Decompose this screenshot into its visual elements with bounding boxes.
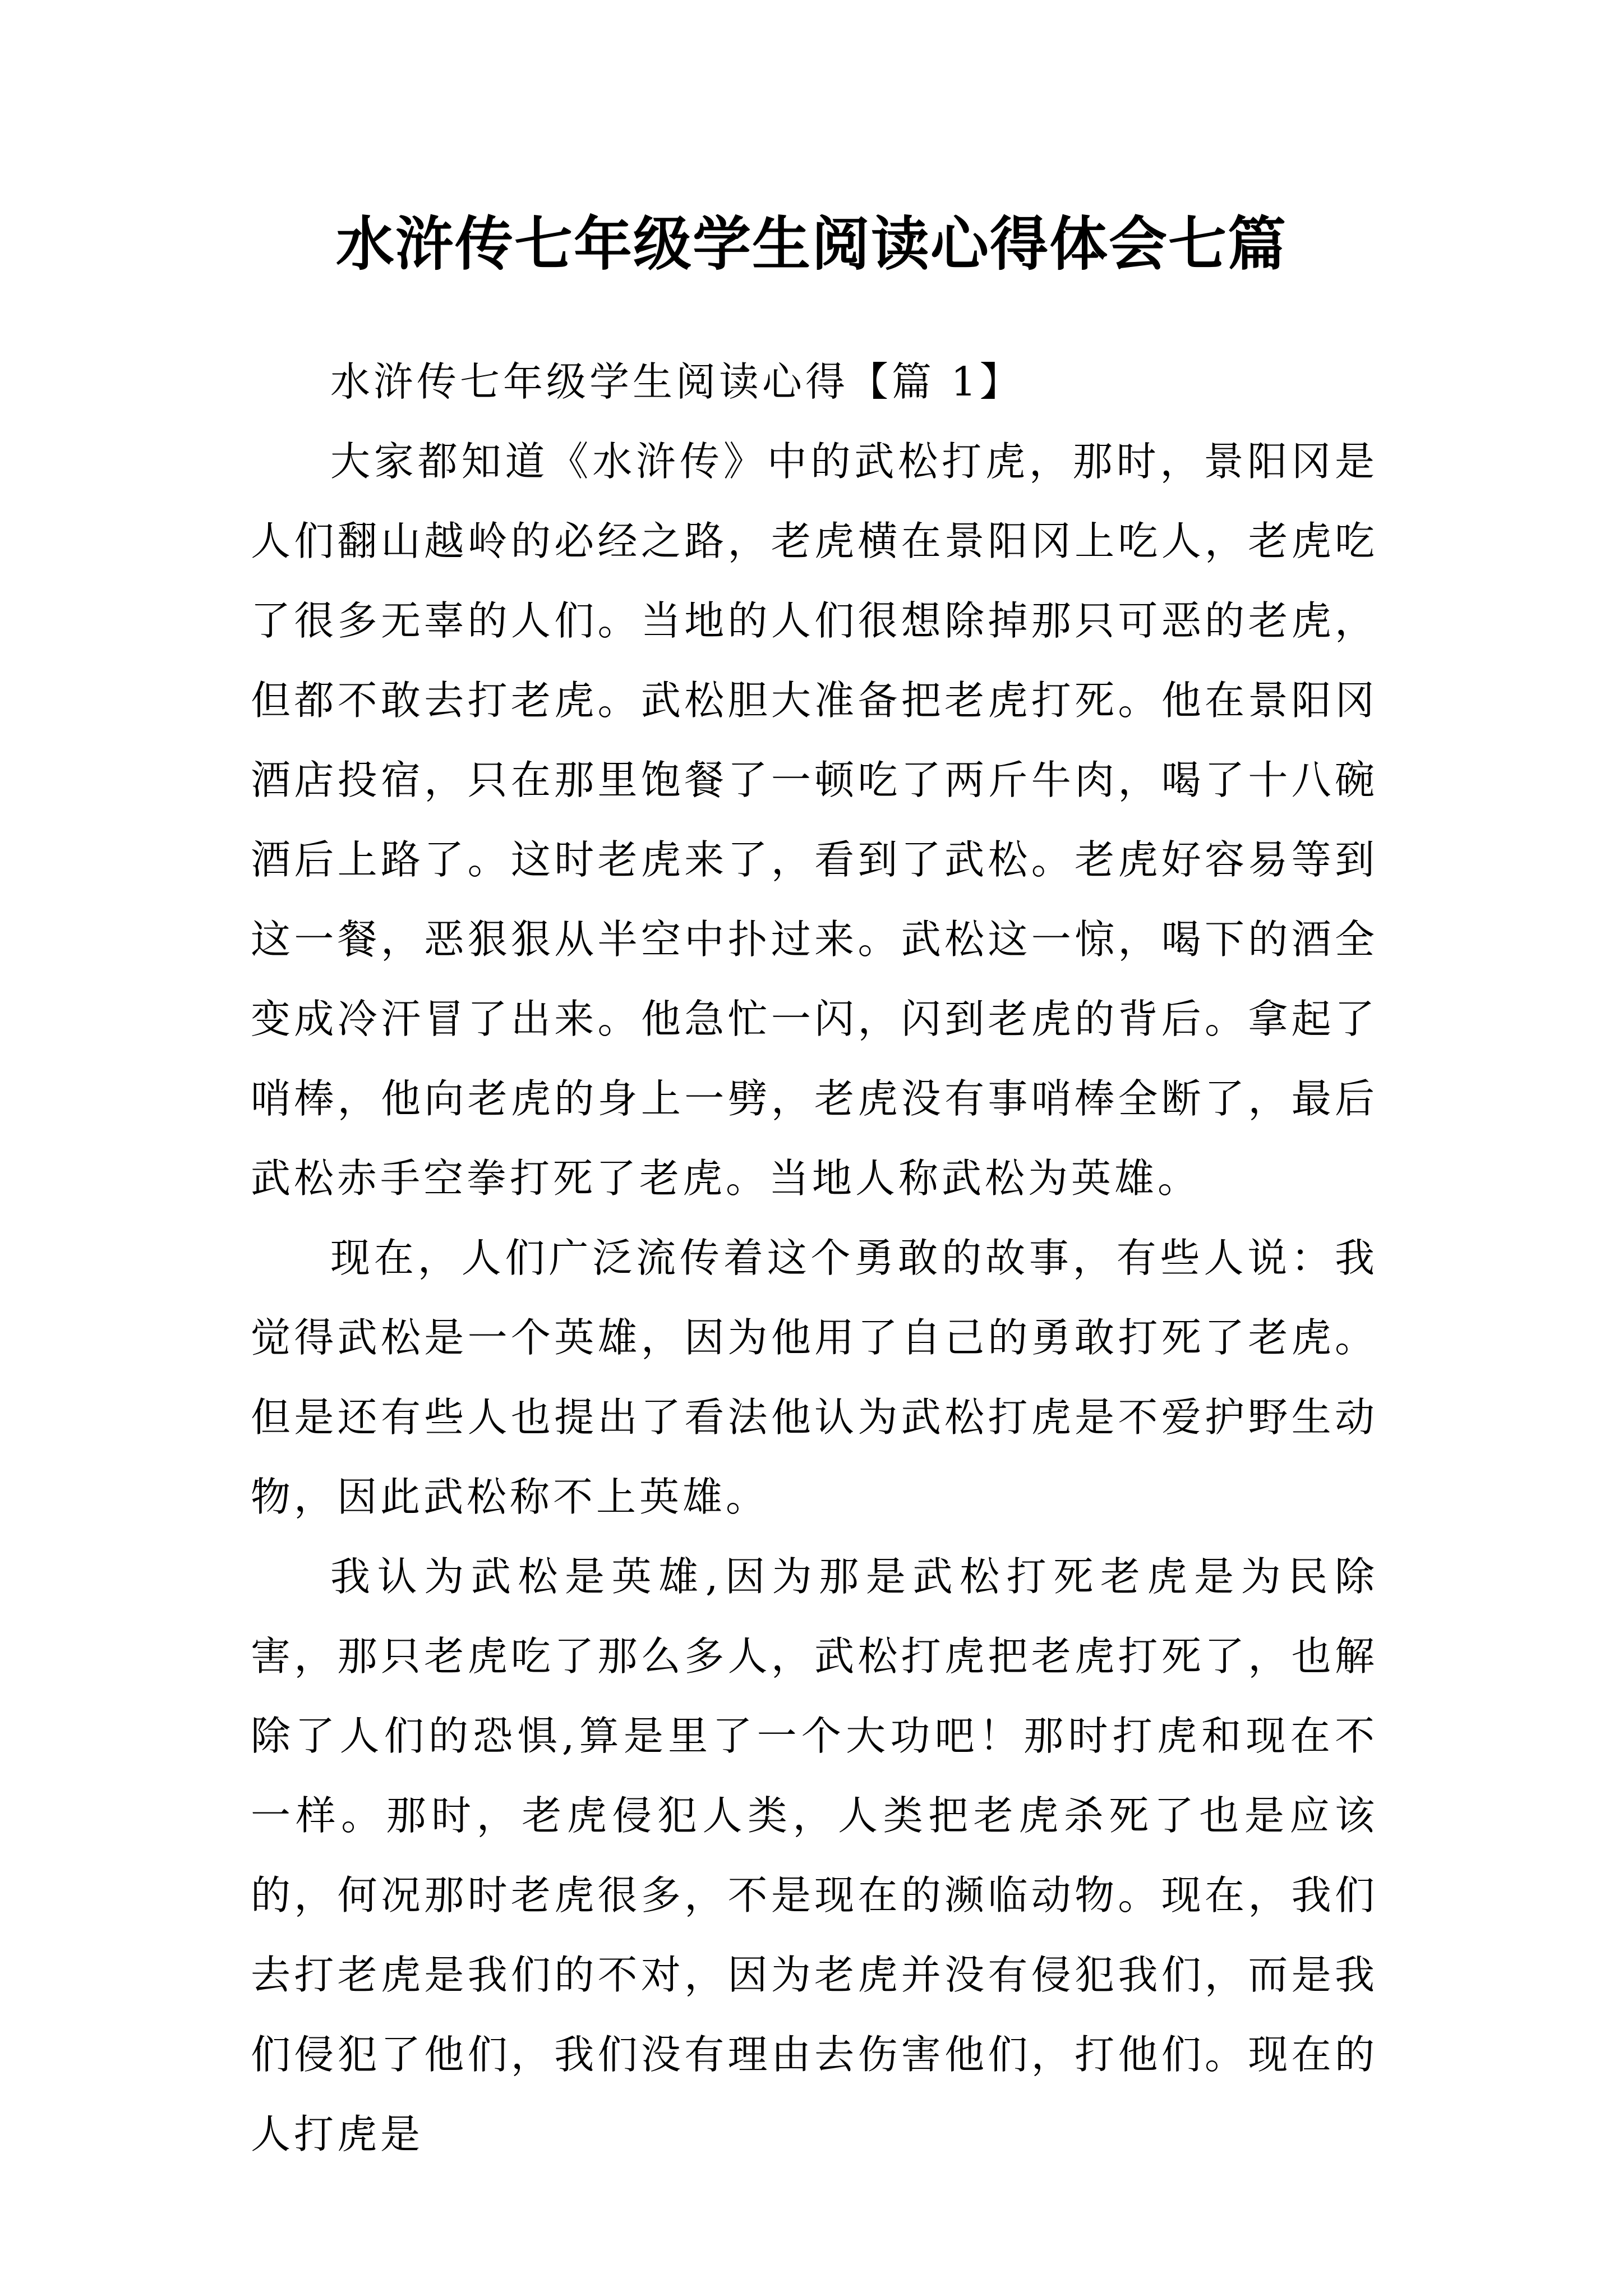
body-paragraph: 现在，人们广泛流传着这个勇敢的故事，有些人说：我觉得武松是一个英雄，因为他用了自己的勇敢打死了老虎。但是还有些人也提出了看法他认为武松打虎是不爱护野生动物，因此武松称不上英雄。 — [251, 1235, 1378, 1520]
document-body — [251, 342, 1378, 2174]
body-paragraph: 大家都知道《水浒传》中的武松打虎，那时，景阳冈是人们翻山越岭的必经之路，老虎横在景阳冈上吃人，老虎吃了很多无辜的人们。当地的人们很想除掉那只可恶的老虎，但都不敢去打老虎。武松胆大准备把老虎打死。他在景阳冈酒店投宿，只在那里饱餐了一顿吃了两斤牛肉，喝了十八碗酒后上路了。这时老虎来了，看到了武松。老虎好容易等到这一餐，恶狠狠从半空中扑过来。武松这一惊，喝下的酒全变成冷汗冒了出来。他急忙一闪，闪到老虎的背后。拿起了哨棒，他向老虎的身上一劈，老虎没有事哨棒全断了，最后武松赤手空拳打死了老虎。当地人称武松为英雄。 — [251, 438, 1378, 1202]
body-paragraph: 我认为武松是英雄,因为那是武松打死老虎是为民除害，那只老虎吃了那么多人，武松打虎把老虎打死了，也解除了人们的恐惧,算是里了一个大功吧！那时打虎和现在不一样。那时，老虎侵犯人类，人类把老虎杀死了也是应该的，何况那时老虎很多，不是现在的濒临动物。现在，我们去打老虎是我们的不对，因为老虎并没有侵犯我们，而是我们侵犯了他们，我们没有理由去伤害他们，打他们。现在的人打虎是 — [251, 1553, 1378, 2157]
section-heading: 水浒传七年级学生阅读心得【篇 1】 — [330, 358, 1023, 405]
document-title: 水浒传七年级学生阅读心得体会七篇 — [335, 209, 1287, 278]
